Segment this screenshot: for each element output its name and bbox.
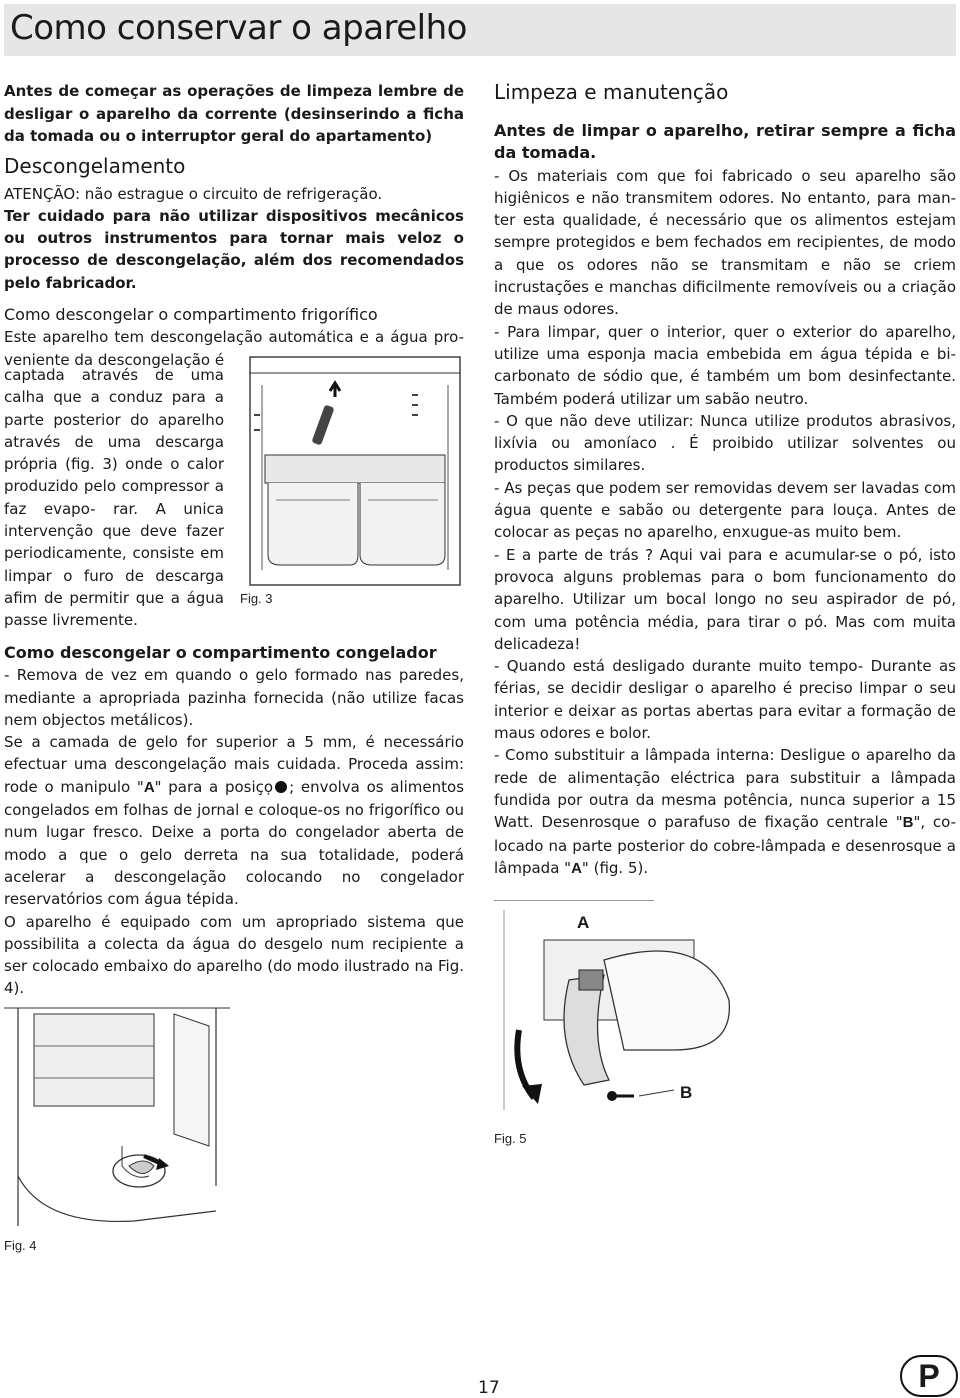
cleaning-item-6: - Quando está desligado durante muito tempo- Durante as férias, se decidir desligar o aparelho é preciso limpar o seu interior e deixar as portas abertas para evitar a formação de maus odores e bolor. (494, 657, 956, 743)
fridge-text-narrow (4, 364, 224, 632)
fig3-caption: Fig. 3 (240, 591, 273, 606)
freezer-text-2a: Se a camada de gelo for superior a 5 mm, é necessário efectuar uma descongelação mais cuidada. Proceda assim: rode o manipulo " (4, 733, 464, 796)
page-title: Como conservar o aparelho (10, 8, 467, 48)
fig4-illustration (4, 1006, 230, 1228)
freezer-heading: Como descongelar o compartimento congelador (4, 643, 437, 662)
title-bar (4, 4, 956, 56)
freezer-text-2b: " para a posiçọ (154, 777, 274, 796)
dot-symbol-icon (275, 781, 287, 793)
fridge-text-2: captada através de uma calha que a conduz para a parte posterior do aparelho através de uma descarga própria (fig. 3) onde o calor produzido pelo compressor a faz evapo- rar. A unica intervenção que deve fazer periodicamente, consiste em limpar o furo de descarga afim de permitir que a água passe livremente. (4, 366, 224, 630)
cleaning-intro: Antes de limpar o aparelho, retirar sempre a ficha da tomada. (494, 121, 956, 163)
cleaning-item-5: - E a parte de trás ? Aqui vai para e acumular-se o pó, isto provoca alguns problemas para o bom funcionamento do aparelho. Utilizar um bocal longo no seu aspirador de pó, com uma potência média, para tirar o pó. Mas com muita delicadeza! (494, 545, 956, 653)
lamp-text-a: - Como substituir a lâmpada interna: Desligue o aparelho da rede de alimentação eléctrica para substituir a lâmpada fundida por outra da mesma potência, nunca superior a 15 Watt. Desenrosque o parafuso de fixação centrale " (494, 746, 956, 832)
fig5-caption: Fig. 5 (494, 1131, 527, 1146)
fig5-illustration (494, 900, 956, 1120)
defrost-heading: Descongelamento (4, 153, 186, 178)
freezer-text-2c: ; envolva os alimentos congelados em folhas de jornal e coloque-os no frigorífico ou num lugar fresco. Deixe a porta do congelador aberta de modo a que o gelo derreta na sua totalidade, poderá acelerar a descongelação colocando no congelador reservatórios com água tépida. (4, 777, 465, 909)
page-number: 17 (478, 1378, 500, 1398)
freezer-text-1: - Remova de vez em quando o gelo formado nas paredes, mediante a apropriada pazinha fornecida (não utilize facas nem objectos metálicos). (4, 666, 464, 729)
intro-text: Antes de começar as operações de limpeza lembre de desligar o aparelho da corrente (desinserindo a ficha da tomada ou o interruptor geral do apartamento) (4, 82, 464, 145)
fig3-illustration (240, 355, 466, 590)
language-badge: P (900, 1355, 958, 1397)
cleaning-item-2: - Para limpar, quer o interior, quer o exterior do aparelho, utilize uma esponja macia embebida em água tépida e bi- carbonato de sódio que, é também um bom desinfectante. Também poderá utilizar um sabão neutro. (494, 322, 956, 408)
knob-label-a: A (143, 778, 155, 796)
freezer-text-3: O aparelho é equipado com um apropriado sistema que possibilita a colecta da água do desgelo num recipiente a ser colocado embaixo do aparelho (do modo ilustrado na Fig. 4). (4, 912, 464, 998)
left-column (4, 80, 464, 371)
warning-text: ATENÇÃO: não estrague o circuito de refrigeração. (4, 184, 383, 203)
fig4-caption: Fig. 4 (4, 1238, 37, 1253)
freezer-text-2 (4, 731, 464, 910)
fridge-heading: Como descongelar o compartimento frigorífico (4, 304, 378, 324)
fridge-text-1: Este aparelho tem descongelação automática e a água pro- veniente da descongelação é (4, 328, 464, 369)
cleaning-heading: Limpeza e manutenção (494, 80, 729, 104)
cleaning-item-3: - O que não deve utilizar: Nunca utilize produtos abrasivos, lixívia ou amoníaco . É proibido utilizar solventes ou productos similares. (494, 411, 956, 475)
freezer-section (4, 642, 464, 1000)
fig5-label-b: B (680, 1083, 693, 1102)
lamp-label-a: A (571, 859, 582, 877)
lamp-replacement-text (494, 744, 956, 880)
lamp-text-b: ", co- locado na parte posterior do cobre-lâmpada e desenrosque a lâmpada " (494, 813, 956, 877)
screw-label-b: B (902, 814, 914, 832)
caution-text: Ter cuidado para não utilizar dispositivos mecânicos ou outros instrumentos para tornar mais veloz o processo de descongelação, além dos recomendados pelo fabricador. (4, 206, 464, 292)
lamp-text-c: " (fig. 5). (581, 858, 649, 877)
fig5-label-a: A (577, 913, 590, 932)
cleaning-item-1: - Os materiais com que foi fabricado o seu aparelho são higiênicos e não transmitem odores. No entanto, para man- ter esta qualidade, é necessário que os alimentos estejam sempre protegidos e bem fechados em recipientes, de modo a que os odores não se transmitam e não se criem incrustações e manchas dificilmente removíveis ou a criação de maus odores. (494, 166, 956, 319)
cleaning-item-4: - As peças que podem ser removidas devem ser lavadas com água quente e sabão ou detergente para louça. Antes de colocar as peças no aparelho, enxugue-as muito bem. (494, 478, 956, 542)
right-column (494, 78, 956, 880)
